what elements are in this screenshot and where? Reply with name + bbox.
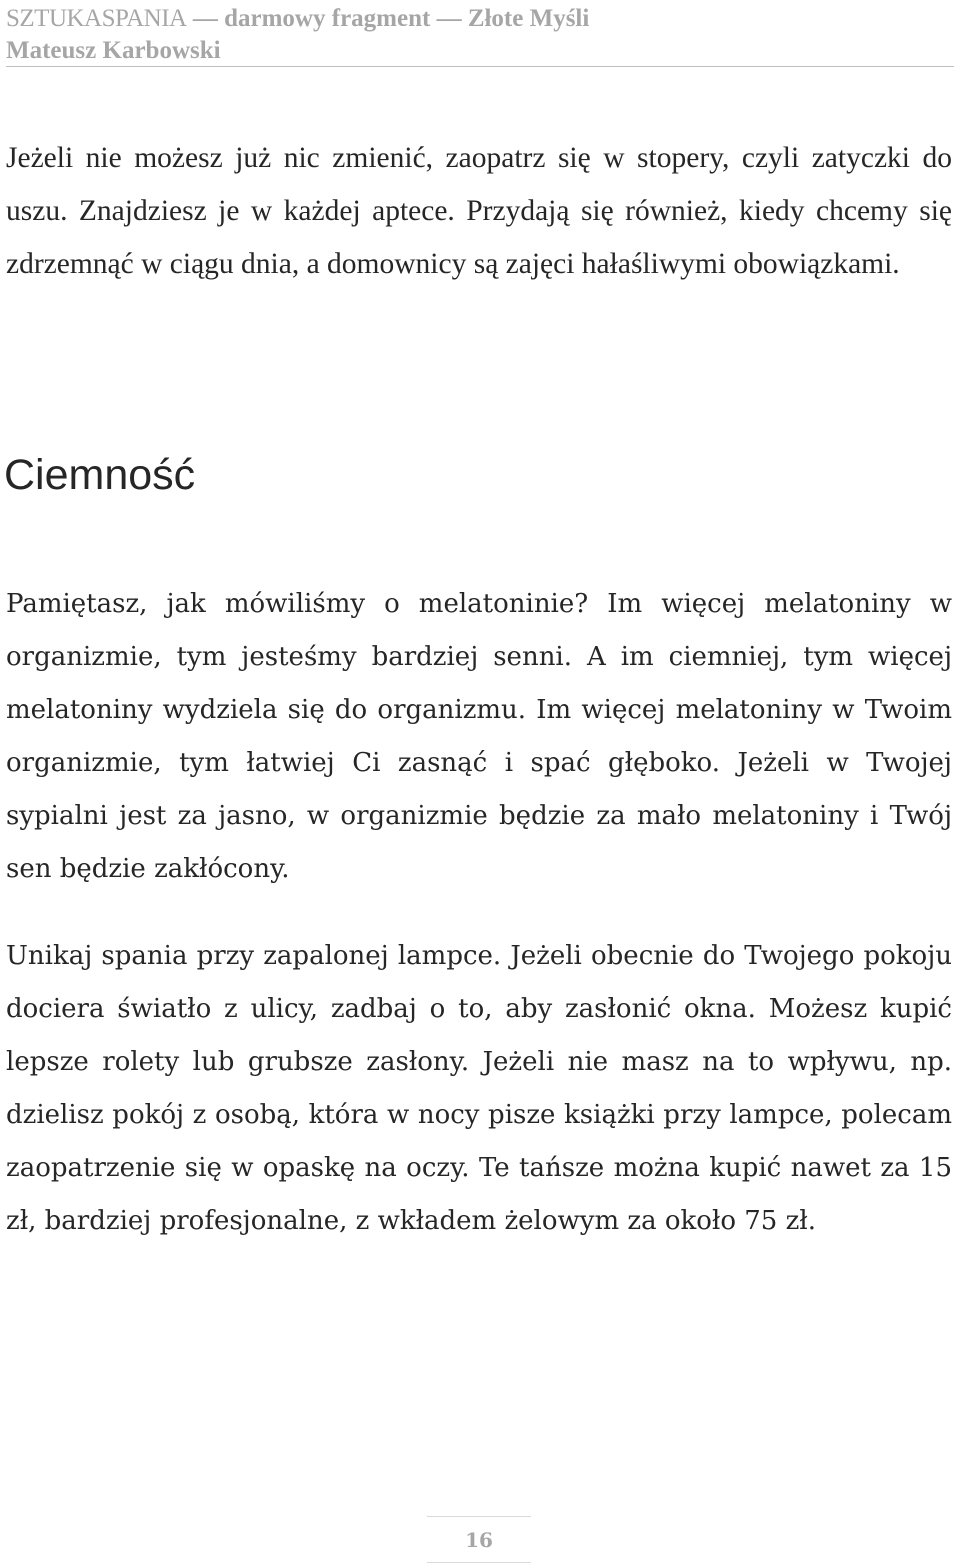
header-publisher: SZTUKASPANIA — [6, 5, 187, 32]
footer-divider-bottom — [427, 1562, 531, 1563]
section-heading: Ciemność — [4, 451, 196, 499]
header-title-line — [6, 2, 954, 36]
page-number: 16 — [465, 1528, 493, 1552]
header-brand: Złote Myśli — [467, 5, 590, 32]
footer-divider-top — [427, 1516, 531, 1517]
header-separator: — — [436, 5, 462, 32]
header-fragment-label: darmowy fragment — [224, 5, 431, 32]
page-header — [6, 0, 954, 66]
intro-paragraph: Jeżeli nie możesz już nic zmienić, zaopatrz się w stopery, czyli zatyczki do uszu. Znajdziesz je w każdej aptece. Przydają się również, kiedy chcemy się zdrzemnąć w ciągu dnia, a domownicy są zajęci hałaśliwymi obowiązkami. — [6, 142, 952, 280]
body-paragraph-2: Unikaj spania przy zapalonej lampce. Jeżeli obecnie do Twojego pokoju dociera światło z ulicy, zadbaj o to, aby zasłonić okna. Możesz kupić lepsze rolety lub grubsze zasłony. Jeżeli nie masz na to wpływu, np. dzielisz pokój z osobą, która w nocy pisze książki przy lampce, polecam zaopatrzenie się w opaskę na oczy. Te tańsze można kupić nawet za 15 zł, bardziej profesjonalne, z wkładem żelowym za około 75 zł. — [6, 941, 952, 1236]
header-author: Mateusz Karbowski — [6, 37, 221, 64]
header-divider — [6, 66, 954, 67]
header-separator: — — [192, 5, 218, 32]
body-paragraph-1: Pamiętasz, jak mówiliśmy o melatoninie? Im więcej melatoniny w organizmie, tym jesteśmy bardziej senni. A im ciemniej, tym więcej melatoniny wydziela się do organizmu. Im więcej melatoniny w Twoim organizmie, tym łatwiej Ci zasnąć i spać głęboko. Jeżeli w Twojej sypialni jest za jasno, w organizmie będzie za mało melatoniny i Twój sen będzie zakłócony. — [6, 589, 952, 884]
